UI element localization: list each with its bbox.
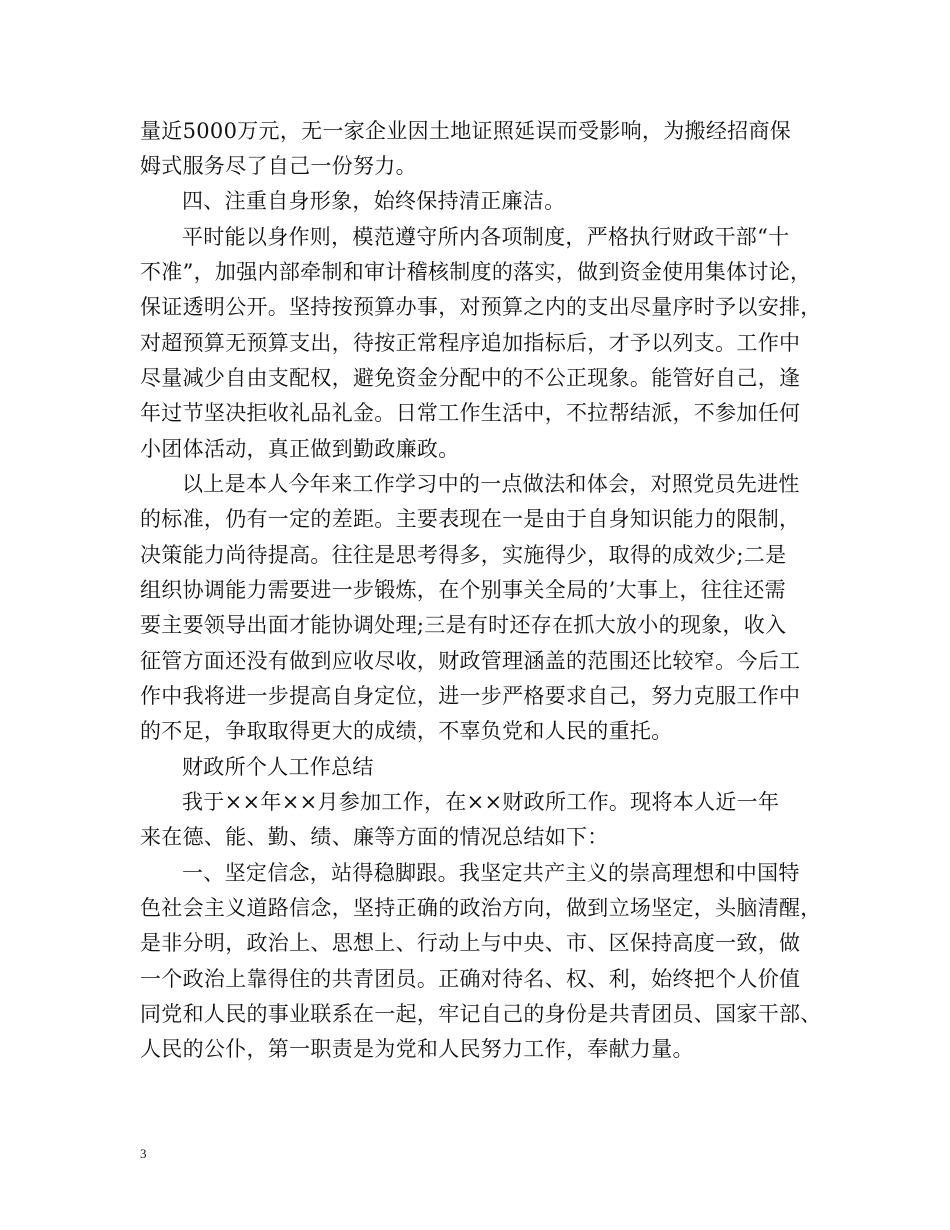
page-number: 3	[140, 1146, 147, 1161]
section-heading: 四、注重自身形象，始终保持清正廉洁。	[182, 189, 566, 213]
text-line: 不准”，加强内部牵制和审计稽核制度的落实，做到资金使用集体讨论，	[140, 260, 812, 284]
text-line: 决策能力尚待提高。往往是思考得多，实施得少，取得的成效少;二是	[140, 543, 787, 567]
document-title: 财政所个人工作总结	[182, 755, 374, 779]
text-line: 组织协调能力需要进一步锻炼，在个别事关全局的’大事上，往往还需	[140, 578, 786, 602]
text-line: 色社会主义道路信念，坚持正确的政治方向，做到立场坚定，头脑清醒，	[140, 896, 822, 920]
text-line: 尽量减少自由支配权，避免资金分配中的不公正现象。能管好自己，逢	[140, 366, 801, 390]
text-line: 一、坚定信念，站得稳脚跟。我坚定共产主义的崇高理想和中国特	[182, 861, 800, 885]
text-line: 的标准，仍有一定的差距。主要表现在一是由于自身知识能力的限制，	[140, 507, 801, 531]
text-line: 要主要领导出面才能协调处理;三是有时还存在抓大放小的现象，收入	[140, 613, 787, 637]
text-line: 以上是本人今年来工作学习中的一点做法和体会，对照党员先进性	[182, 472, 800, 496]
text-line: 平时能以身作则，模范遵守所内各项制度，严格执行财政干部“十	[182, 225, 790, 249]
text-line: 人民的公仆，第一职责是为党和人民努力工作，奉献力量。	[140, 1037, 694, 1061]
text-line: 年过节坚决拒收礼品礼金。日常工作生活中，不拉帮结派，不参加任何	[140, 401, 801, 425]
text-line: 我于××年××月参加工作，在××财政所工作。现将本人近一年	[182, 790, 780, 814]
text-line: 量近5000万元，无一家企业因土地证照延误而受影响，为搬经招商保	[140, 119, 792, 143]
text-line: 征管方面还没有做到应收尽收，财政管理涵盖的范围还比较窄。今后工	[140, 649, 801, 673]
text-line: 的不足，争取取得更大的成绩，不辜负党和人民的重托。	[140, 719, 673, 743]
text-line: 对超预算无预算支出，待按正常程序追加指标后，才予以列支。工作中	[140, 331, 801, 355]
text-line: 保证透明公开。坚持按预算办事，对预算之内的支出尽量序时予以安排，	[140, 295, 822, 319]
text-line: 作中我将进一步提高自身定位，进一步严格要求自己，努力克服工作中	[140, 684, 801, 708]
text-line: 一个政治上靠得住的共青团员。正确对待名、权、利，始终把个人价值	[140, 967, 801, 991]
text-line: 是非分明，政治上、思想上、行动上与中央、市、区保持高度一致，做	[140, 931, 801, 955]
text-line: 来在德、能、勤、绩、廉等方面的情况总结如下：	[140, 825, 609, 849]
text-line: 小团体活动，真正做到勤政廉政。	[140, 437, 460, 461]
text-line: 姆式服务尽了自己一份努力。	[140, 154, 417, 178]
text-line: 同党和人民的事业联系在一起，牢记自己的身份是共青团员、国家干部、	[140, 1002, 822, 1026]
